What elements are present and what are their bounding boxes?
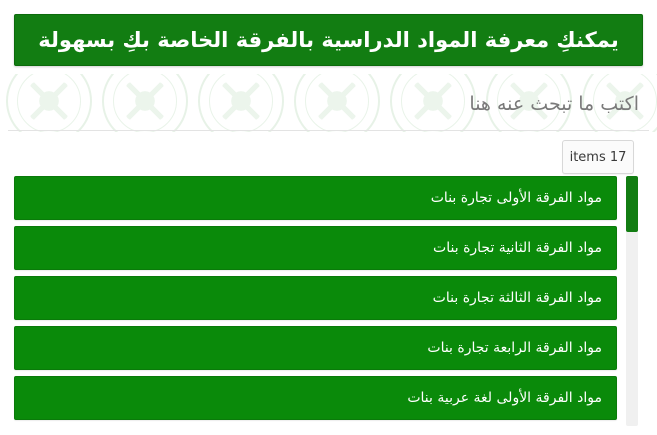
divider xyxy=(8,130,649,131)
list-item[interactable] xyxy=(14,276,617,320)
results-list xyxy=(14,176,617,426)
items-count-badge: 17 items xyxy=(562,140,634,174)
header-banner xyxy=(14,14,643,66)
scrollbar-thumb[interactable] xyxy=(626,176,638,232)
list-item[interactable] xyxy=(14,226,617,270)
list-item-label: مواد الفرقة الأولى لغة عربية بنات xyxy=(407,390,602,406)
scrollbar[interactable] xyxy=(626,176,638,426)
list-item[interactable] xyxy=(14,326,617,370)
list-item-label: مواد الفرقة الثالثة تجارة بنات xyxy=(432,290,602,306)
search-row xyxy=(14,82,643,126)
list-item[interactable] xyxy=(14,376,617,420)
list-item-label: مواد الفرقة الرابعة تجارة بنات xyxy=(427,340,602,356)
results-list-container xyxy=(14,176,643,426)
list-item-label: مواد الفرقة الأولى تجارة بنات xyxy=(430,190,602,206)
search-input[interactable] xyxy=(14,83,643,125)
page-title: يمكنكِ معرفة المواد الدراسية بالفرقة الخاصة بكِ بسهولة xyxy=(38,28,619,52)
list-item[interactable] xyxy=(14,176,617,220)
list-item-label: مواد الفرقة الثانية تجارة بنات xyxy=(433,240,602,256)
